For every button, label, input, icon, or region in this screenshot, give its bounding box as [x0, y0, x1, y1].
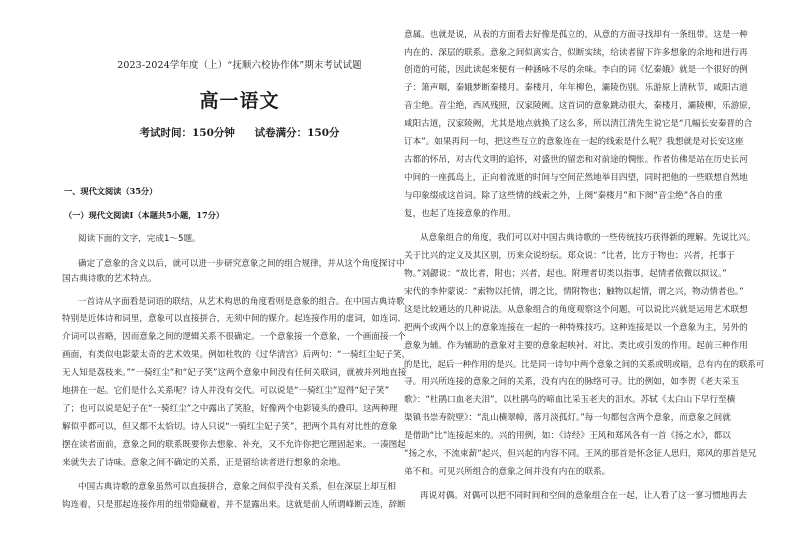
text-line: 音尘绝。音尘绝，西风残照，汉家陵阙。这首词的意象跳动很大，秦楼月，灞陵柳，乐游原， [404, 101, 757, 111]
text-line: 地拼在一起。它们是什么关系呢？诗人并没有交代。可以说是“一骑红尘”逗得“妃子笑” [62, 386, 390, 396]
text-line: 古都的怀吊，对古代文明的追怀，对盛世的留恋和对前途的惆怅。作者仿佛是站在历史长河 [404, 155, 748, 165]
text-line: 关于比兴的定义及其区别，历来众说纷纭。郑众说：“比者，比方于物也；兴者，托事于 [404, 251, 736, 261]
text-line: 确定了意象的含义以后，就可以进一步研究意象之间的组合规律，并从这个角度探讨中 [78, 259, 405, 269]
subsection-heading: （一）现代文阅读Ⅰ（本题共5小题，17分） [64, 210, 225, 220]
text-line: 把两个或两个以上的意象连接在一起的一种特殊技巧。这种连接是以一个意象为主，另外的 [404, 323, 748, 333]
text-line: 从意象组合的角度，我们可以对中国古典诗歌的一些传统技巧获得新的理解。先说比兴。 [420, 233, 756, 243]
text-line: 再说对偶。对偶可以把不同时间和空间的意象组合在一起，让人看了这一寥习惯地再去 [420, 491, 747, 501]
text-line: 歌》：“杜鹃口血老夫泪”，以杜鹃鸟的啼血比采玉老夫的泪水。苏轼《太白山下早行至横 [404, 395, 736, 405]
text-line: 宋代的李仲蒙说：“索物以托情，谓之比，情附物也；触物以起情，谓之兴，物动情者也。” [404, 287, 744, 297]
exam-header: 2023-2024学年度（上）“抚顺六校协作体”期末考试试题 [117, 60, 362, 71]
text-line: 特别是近体诗和词里，意象可以直接拼合，无须中间的媒介。起连接作用的虚词，如连词、 [62, 314, 406, 324]
text-line: 国古典诗歌的艺术特点。 [62, 274, 157, 284]
text-line: 中国古典诗歌的意象虽然可以直接拼合，意象之间似乎没有关系，但在深层上却互相 [78, 482, 396, 492]
text-line: 了；也可以说是妃子在“一骑红尘”之中露出了笑脸，好像两个电影镜头的叠印。这两种理 [62, 404, 398, 414]
text-line: 订本”。如果再问一句，把这些互立的意象连在一起的线索是什么呢？我想就是对长安这座 [404, 137, 744, 147]
text-line: 中间的一座孤岛上，正向着流逝的时间与空间茫然地举目四望，同时把他的一些联想自然地 [404, 173, 748, 183]
text-line: 渠镇书崇寿院壁》：“乱山横翠幛，落月淡孤灯。”每一句都包含两个意象，而意象之间就 [404, 413, 731, 423]
text-line: 寻。用兴所连接的意象之间的关系，没有内在的脉络可寻。比的例如，如李贺《老夫采玉 [404, 377, 740, 387]
text-line: 与印象缀成这首词。除了这些情的线索之外，上阕“秦楼月”和下阕“音尘绝”各自的重 [404, 191, 723, 201]
exam-score: 试卷满分：150分 [254, 127, 340, 139]
text-line: 介词可以省略，因而意象之间的逻辑关系不很确定。一个意象接一个意象，一个画面接一个 [62, 332, 406, 342]
text-line: 无人知是荔枝来。”“一骑红尘”和“妃子笑”这两个意象中间没有任何关联词，就被并列地直接 [62, 368, 407, 378]
text-line: 复，也起了连接意象的作用。 [404, 209, 516, 219]
page-title: 高一语文 [199, 90, 280, 112]
text-line: “扬之水，不流束薪”起兴，但兴起的内容不同。王风的那首是怀念征人思归，郑风的那首是兄 [404, 449, 757, 459]
text-line: 钩连着，只是那起连接作用的纽带隐藏着，并不显露出来。这就是前人所谓峰断云连，辞断 [62, 500, 406, 510]
text-line: 来就失去了诗味。意象之间不确定的关系，正是留给读者进行想象的余地。 [62, 458, 346, 468]
text-line: 物。”刘勰说：“故比者，附也；兴者，起也。附理者切类以指事，起情者依微以拟议。” [404, 269, 727, 279]
text-line: 子：箫声咽，秦娥梦断秦楼月。秦楼月，年年柳色，灞陵伤别。乐游原上清秋节，咸阳古道 [404, 83, 748, 93]
text-line: 解似乎都可以，但又都不太恰切。诗人只说“一骑红尘妃子笑”，把两个具有对比性的意象 [62, 422, 398, 432]
text-line: 是借助“比”连接起来的。兴的用例，如：《诗经》王风和郑风各有一首《扬之水》，都以 [404, 431, 731, 441]
exam-time: 考试时间：150分钟 [139, 127, 235, 139]
text-line: 创造的可能，因此读起来便有一种涵咏不尽的余味。李白的词《忆秦娥》就是一个很好的例 [404, 65, 748, 75]
text-line: 摆在读者面前，意象之间的联系既要你去想象、补充，又不允许你把它理固起来。一凑图起 [62, 440, 406, 450]
text-line: 内在的、深层的联系。意象之间似离实合，似断实续，给读者留下许多想象的余地和进行再 [404, 48, 748, 58]
exam-meta [62, 125, 417, 140]
text-line: 的是比，起后一种作用的是兴。比是同一诗句中两个意象之间的关系或明或暗，总有内在的联系可 [404, 359, 765, 369]
text-line: 阅读下面的文字，完成1～5题。 [78, 234, 201, 244]
text-line: 意象为辅。作为辅助的意象对主要的意象起映衬、对比、类比或引发的作用。起前三种作用 [404, 341, 748, 351]
text-line: 咸阳古道，汉家陵阙，尤其是地点就换了这么多，所以清江清先生说它是“几幅长安秦晋的合 [404, 119, 753, 129]
text-line: 意属。也就是说，从表的方面看去好像是孤立的，从意的方面寻找却有一条纽带。这是一种 [404, 30, 748, 40]
text-line: 一首诗从字面看是词语的联结，从艺术构思的角度看则是意象的组合。在中国古典诗歌 [78, 297, 405, 307]
section-heading: 一、现代文阅读（35分） [64, 186, 158, 196]
text-line: 这是比较通达的几种说法。从意象组合的角度观察这个问题，可以说比兴就是运用艺术联想 [404, 305, 748, 315]
text-line: 弟不和。可见兴所组合的意象之间并没有内在的联系。 [404, 467, 611, 477]
text-line: 画面，有类似电影蒙太奇的艺术效果。例如杜牧的《过华清宫》后两句：“一骑红尘妃子笑， [62, 350, 411, 360]
